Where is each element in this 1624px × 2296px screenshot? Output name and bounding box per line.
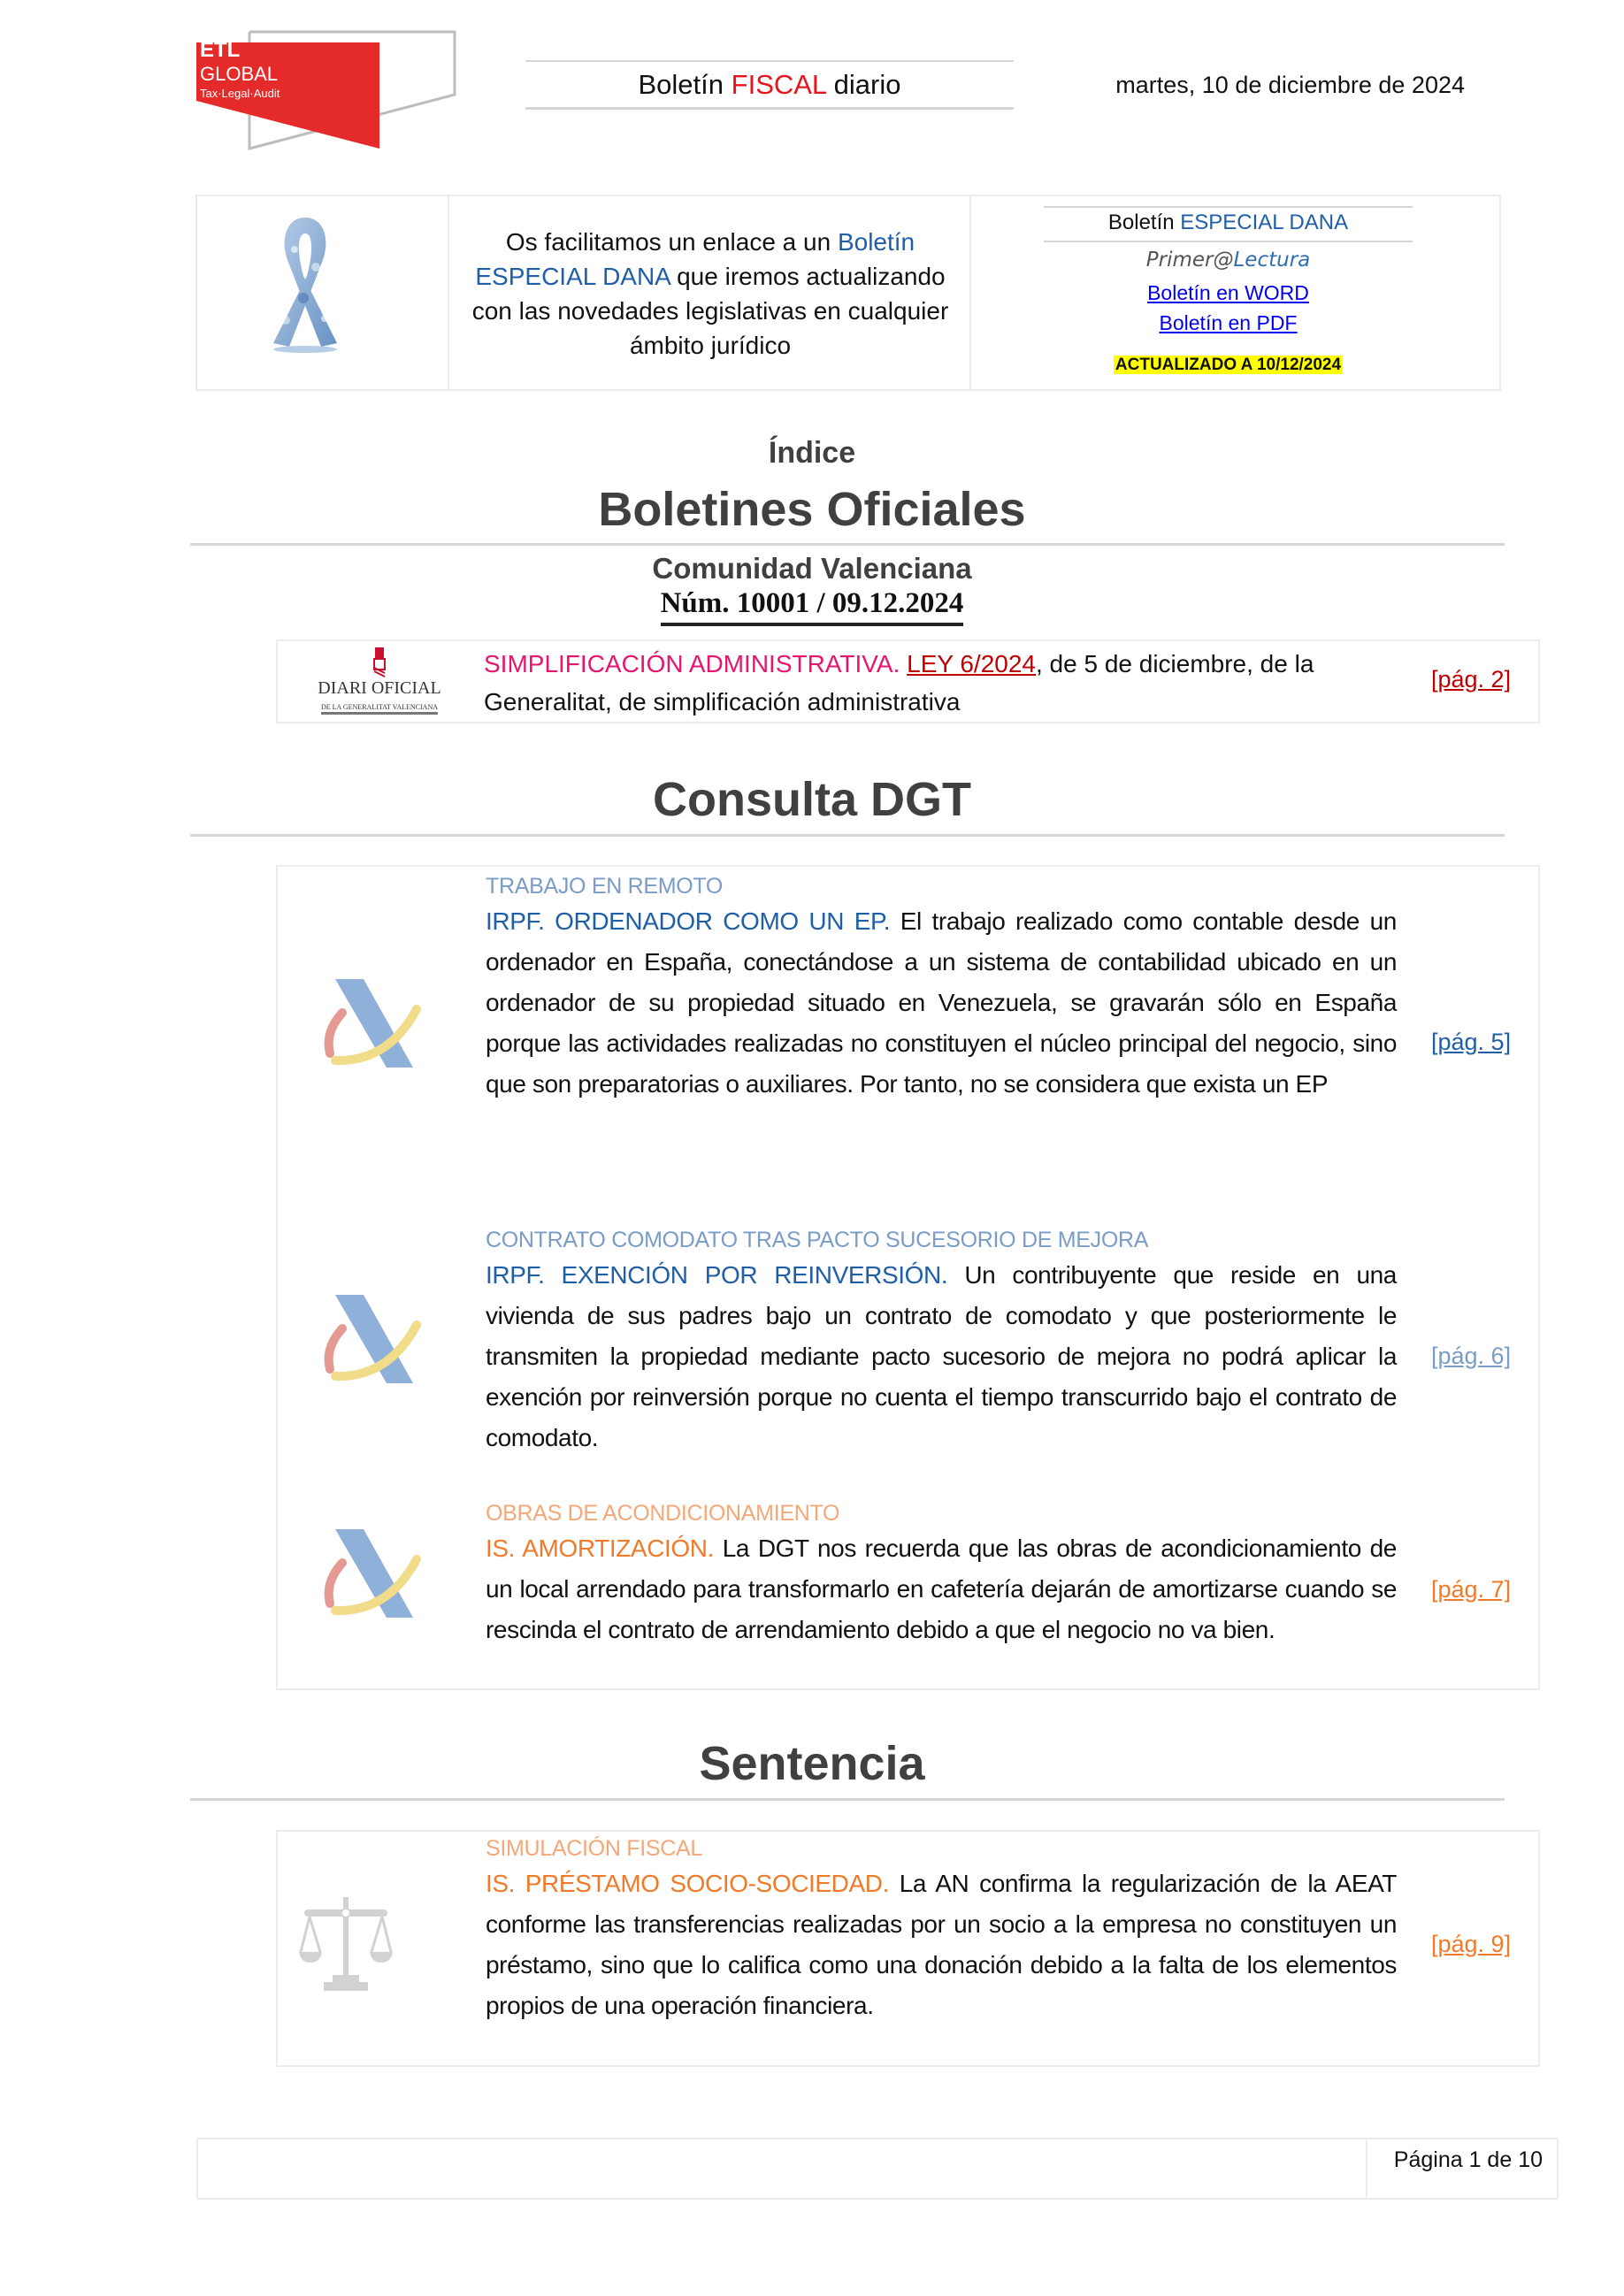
bulletin-date: martes, 10 de diciembre de 2024 <box>1115 72 1465 98</box>
consulta-item-category: TRABAJO EN REMOTO <box>486 874 724 899</box>
header-rule-top <box>525 60 1014 62</box>
issue-number-wrap <box>0 585 1624 626</box>
consulta-item <box>486 1498 1397 1650</box>
dana-divider-2 <box>969 196 971 389</box>
law-link[interactable]: LEY 6/2024 <box>907 650 1036 677</box>
page-link-2[interactable]: [pág. 2] <box>1431 666 1512 693</box>
aeat-logo-icon <box>318 1293 424 1390</box>
primera-accent: Lectura <box>1233 249 1311 272</box>
dana-message <box>463 225 958 363</box>
consulta-item-heading: IS. AMORTIZACIÓN. <box>486 1534 714 1562</box>
dana-panel-rule-top <box>1044 206 1413 208</box>
sentencia-separator <box>190 1798 1505 1801</box>
page-link-9[interactable]: [pág. 9] <box>1431 1931 1512 1957</box>
boletines-oficiales-title: Boletines Oficiales <box>598 483 1026 536</box>
dana-message-part2: que iremos actualizando con las novedades legislativas en cualquier ámbito jurídico <box>471 263 949 359</box>
consulta-box <box>276 865 1540 1690</box>
sentencia-item-text: La AN confirma la regularización de la AEAT conforme las transferencias realizadas por un socio a la empresa no constituyen un préstamo, sino que lo califica como una donación debido a la falta de los elementos propios de una operación financiera. <box>486 1870 1397 2019</box>
etl-global-logo <box>193 30 458 154</box>
page-link-6[interactable]: [pág. 6] <box>1431 1343 1512 1369</box>
bulletin-title <box>525 67 1014 103</box>
consulta-item-body <box>486 1528 1397 1650</box>
header-rule-bottom <box>525 107 1014 110</box>
scales-of-justice-icon <box>297 1895 395 1993</box>
dana-banner <box>195 195 1501 391</box>
issue-number: Núm. 10001 / 09.12.2024 <box>661 585 964 626</box>
consulta-item-body <box>486 901 1397 1105</box>
sentencia-title: Sentencia <box>699 1737 925 1790</box>
page-link-5[interactable]: [pág. 5] <box>1431 1029 1512 1055</box>
dana-message-link[interactable]: Boletín ESPECIAL DANA <box>475 228 915 290</box>
consulta-item <box>486 1225 1397 1458</box>
generalitat-crest-icon <box>369 647 390 678</box>
boletines-separator <box>190 543 1505 546</box>
dana-panel-rule-bottom <box>1044 241 1413 242</box>
region-title: Comunidad Valenciana <box>652 552 972 585</box>
consulta-item-category: OBRAS DE ACONDICIONAMIENTO <box>486 1501 840 1526</box>
index-entry-topic: SIMPLIFICACIÓN ADMINISTRATIVA. <box>484 650 900 677</box>
consulta-item-body <box>486 1255 1397 1458</box>
updated-badge-row <box>1044 354 1413 377</box>
index-entry-text <box>484 645 1404 721</box>
index-heading: Índice <box>768 436 856 470</box>
bulletin-pdf-link[interactable]: Boletín en PDF <box>1159 311 1298 334</box>
page-number: Página 1 de 10 <box>1393 2147 1543 2172</box>
logo-global: GLOBAL <box>200 63 279 85</box>
consulta-item-heading: IRPF. EXENCIÓN POR REINVERSIÓN. <box>486 1261 948 1289</box>
dana-divider-1 <box>448 196 449 389</box>
consulta-item-text: Un contribuyente que reside en una vivienda de sus padres bajo un contrato de comodato y que posteriormente le transmiten la propiedad mediante pacto sucesorio de mejora no podrá aplicar la exención por reinversión porque no cuenta el tiempo transcurrido bajo el contrato de comodato. <box>486 1261 1397 1451</box>
primera-lectura-logo <box>1044 246 1413 274</box>
sentencia-item-heading: IS. PRÉSTAMO SOCIO-SOCIEDAD. <box>486 1870 889 1897</box>
sentencia-item <box>486 1833 1397 2026</box>
dana-panel-title-accent: ESPECIAL DANA <box>1180 210 1349 234</box>
consulta-dgt-title: Consulta DGT <box>653 773 971 826</box>
consulta-separator <box>190 834 1505 837</box>
diari-oficial-logo <box>283 647 476 717</box>
consulta-item-text: La DGT nos recuerda que las obras de acondicionamiento de un local arrendado para transformarlo en cafetería dejarán de amortizarse cuando se rescinda el contrato de arrendamiento debido a que el negocio no va bien. <box>486 1534 1397 1643</box>
page-link-7[interactable]: [pág. 7] <box>1431 1576 1512 1603</box>
diari-oficial-line1: DIARI OFICIAL <box>318 678 441 698</box>
dana-links <box>1044 278 1413 338</box>
logo-tagline: Tax·Legal·Audit <box>200 87 280 100</box>
title-accent: FISCAL <box>731 69 827 100</box>
updated-badge: ACTUALIZADO A 10/12/2024 <box>1115 356 1342 374</box>
bulletin-word-link[interactable]: Boletín en WORD <box>1147 281 1309 304</box>
consulta-item <box>486 871 1397 1105</box>
index-entry-description: , de 5 de diciembre, de la Generalitat, de simplificación administrativa <box>484 650 1314 716</box>
consulta-item-heading: IRPF. ORDENADOR COMO UN EP. <box>486 907 891 935</box>
dana-panel-title-prefix: Boletín <box>1107 210 1175 234</box>
title-suffix: diario <box>833 69 901 100</box>
aeat-logo-icon <box>318 977 424 1075</box>
sentencia-item-body <box>486 1864 1397 2026</box>
primera-prefix: Primer@ <box>1145 249 1234 272</box>
consulta-item-text: El trabajo realizado como contable desde un ordenador en España, conectándose a un sistema de contabilidad ubicado en un ordenador de su propiedad situado en Venezuela, se gravarán sólo en España porque las actividades realizadas no constituyen el núcleo principal del negocio, sino que son preparatorias o auxiliares. Por tanto, no se considera que exista un EP <box>486 907 1397 1098</box>
page-footer <box>196 2138 1559 2200</box>
dana-panel-title <box>1044 209 1413 237</box>
logo-etl: ETL <box>200 38 241 62</box>
dana-message-part1: Os facilitamos un enlace a un <box>505 228 831 256</box>
aeat-logo-icon <box>318 1527 424 1625</box>
awareness-ribbon-icon <box>268 214 342 356</box>
sentencia-box <box>276 1830 1540 2067</box>
index-entry-box <box>276 639 1540 723</box>
sentencia-item-category: SIMULACIÓN FISCAL <box>486 1836 702 1861</box>
consulta-item-category: CONTRATO COMODATO TRAS PACTO SUCESORIO DE MEJORA <box>486 1228 1149 1252</box>
title-prefix: Boletín <box>638 69 724 100</box>
diari-oficial-line2: DE LA GENERALITAT VALENCIANA <box>321 703 438 715</box>
